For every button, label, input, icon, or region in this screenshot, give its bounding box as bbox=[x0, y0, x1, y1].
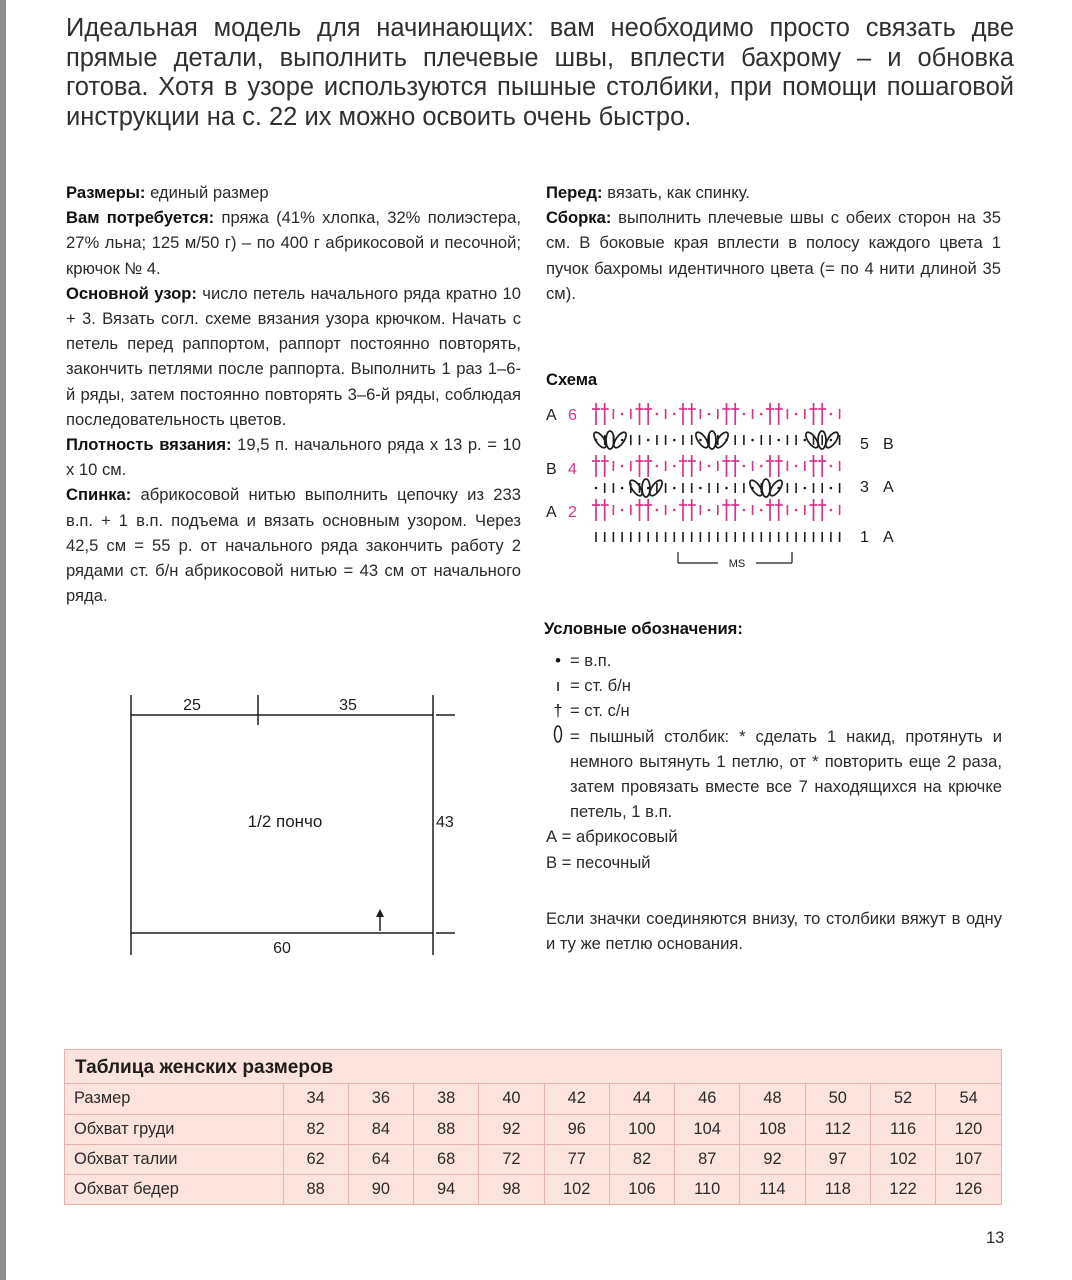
instructions-right-column bbox=[546, 180, 1001, 306]
row-6-color-label: A bbox=[546, 407, 557, 424]
chain-stitch-mark bbox=[699, 439, 702, 442]
table-cell: 84 bbox=[348, 1114, 413, 1144]
front-text: вязать, как спинку. bbox=[602, 183, 750, 202]
chain-stitch-mark bbox=[595, 487, 598, 490]
height-43-label: 43 bbox=[436, 814, 454, 831]
scheme-title: Схема bbox=[546, 370, 598, 389]
chain-stitch-mark bbox=[621, 439, 624, 442]
chain-stitch-mark bbox=[656, 509, 659, 512]
legend-item bbox=[546, 648, 1002, 673]
row-label: Размер bbox=[65, 1084, 283, 1114]
front-label: Перед: bbox=[546, 183, 603, 202]
table-cell: 102 bbox=[544, 1174, 609, 1204]
main-pattern-paragraph bbox=[66, 281, 521, 432]
chain-stitch-mark bbox=[621, 465, 624, 468]
chain-stitch-mark bbox=[647, 487, 650, 490]
chain-stitch-mark bbox=[725, 487, 728, 490]
size-table-grid bbox=[65, 1084, 1001, 1204]
row-2-color-label: A bbox=[546, 504, 557, 521]
legend bbox=[546, 648, 1002, 875]
table-row bbox=[65, 1174, 1001, 1204]
table-row bbox=[65, 1114, 1001, 1144]
double-crochet-icon: † bbox=[553, 701, 563, 721]
back-paragraph bbox=[66, 482, 521, 608]
row-label: Обхват талии bbox=[65, 1144, 283, 1174]
table-cell: 87 bbox=[675, 1144, 740, 1174]
table-cell: 118 bbox=[805, 1174, 870, 1204]
table-cell: 34 bbox=[283, 1084, 348, 1114]
table-cell: 54 bbox=[936, 1084, 1001, 1114]
legend-text: = ст. б/н bbox=[570, 676, 631, 696]
table-cell: 82 bbox=[283, 1114, 348, 1144]
table-cell: 100 bbox=[609, 1114, 674, 1144]
table-cell: 62 bbox=[283, 1144, 348, 1174]
chain-stitch-mark bbox=[708, 509, 711, 512]
chain-stitch-mark bbox=[777, 439, 780, 442]
table-cell: 106 bbox=[609, 1174, 674, 1204]
assembly-label: Сборка: bbox=[546, 208, 612, 228]
chain-stitch-mark bbox=[673, 487, 676, 490]
crochet-chart bbox=[540, 392, 910, 577]
chain-stitch-mark bbox=[795, 413, 798, 416]
table-cell: 48 bbox=[740, 1084, 805, 1114]
table-cell: 126 bbox=[954, 1179, 983, 1198]
chain-stitch-mark bbox=[830, 487, 833, 490]
table-cell: 40 bbox=[479, 1084, 544, 1114]
chain-stitch-mark bbox=[760, 413, 763, 416]
materials-text: пряжа (41% хлопка, 32% полиэстера, 27% льна; 125 м/50 г) – по 400 г абрикосовой и песочной; крючок № 4. bbox=[66, 208, 521, 278]
table-cell: 112 bbox=[805, 1114, 870, 1144]
table-cell: 82 bbox=[609, 1144, 674, 1174]
assembly-paragraph bbox=[546, 205, 1001, 306]
chain-stitch-mark bbox=[656, 465, 659, 468]
width-35-label: 35 bbox=[339, 697, 357, 714]
chain-stitch-mark bbox=[830, 465, 833, 468]
gauge-text: 19,5 п. начального ряда х 13 р. = 10 х 10 см. bbox=[66, 435, 521, 480]
table-cell: 122 bbox=[870, 1174, 935, 1204]
puff-stitch-icon bbox=[546, 724, 570, 751]
chain-stitch-mark bbox=[760, 465, 763, 468]
chain-stitch-mark bbox=[673, 413, 676, 416]
chain-stitch-mark bbox=[795, 465, 798, 468]
chain-stitch-mark bbox=[673, 465, 676, 468]
gauge-paragraph bbox=[66, 432, 521, 482]
table-cell: 116 bbox=[870, 1114, 935, 1144]
sizes-label: Размеры: bbox=[66, 183, 146, 202]
table-cell: 72 bbox=[479, 1144, 544, 1174]
table-cell: 120 bbox=[936, 1114, 1001, 1144]
chain-stitch-mark bbox=[743, 465, 746, 468]
page-edge-shadow bbox=[0, 0, 6, 1280]
single-crochet-icon: ı bbox=[555, 676, 561, 696]
table-cell: 114 bbox=[740, 1174, 805, 1204]
table-cell: 94 bbox=[414, 1174, 479, 1204]
chain-stitch-mark bbox=[621, 487, 624, 490]
legend-note: Если значки соединяются внизу, то столбики вяжут в одну и ту же петлю основания. bbox=[546, 909, 1002, 954]
table-cell: 102 bbox=[870, 1144, 935, 1174]
intro-paragraph: Идеальная модель для начинающих: вам необходимо просто связать две прямые детали, выполнить плечевые швы, вплести бахрому – и обновка готова. Хотя в узоре используются пышные столбики, при помощи пошаговой инструкции на с. 22 их можно освоить очень быстро. bbox=[66, 14, 1014, 131]
chain-stitch-mark bbox=[830, 439, 833, 442]
row-label: Обхват груди bbox=[65, 1114, 283, 1144]
chain-stitch-mark bbox=[708, 413, 711, 416]
gauge-label: Плотность вязания: bbox=[66, 435, 232, 455]
chain-stitch-mark bbox=[708, 465, 711, 468]
page-number: 13 bbox=[986, 1229, 1005, 1247]
row-5-color-label: B bbox=[883, 436, 894, 453]
width-25-label: 25 bbox=[183, 697, 201, 714]
chart-stitches bbox=[592, 403, 841, 542]
legend-title: Условные обозначения: bbox=[544, 619, 743, 638]
table-row bbox=[65, 1084, 1001, 1114]
table-cell: 98 bbox=[479, 1174, 544, 1204]
table-row bbox=[65, 1144, 1001, 1174]
table-cell: 64 bbox=[348, 1144, 413, 1174]
instructions-left-column bbox=[66, 180, 521, 608]
back-text: абрикосовой нитью выполнить цепочку из 233 в.п. + 1 в.п. подъема и вязать основным узором. Через 42,5 см = 55 р. от начального ряда закончить работу 2 рядами ст. б/н абрикосовой нитью = 43 см от начального ряда. bbox=[66, 485, 521, 606]
assembly-text: выполнить плечевые швы с обеих сторон на 35 см. В боковые края вплести в полосу каждого цвета 1 пучок бахромы идентичного цвета (= по 4 нити длиной 35 см). bbox=[546, 208, 1001, 303]
chain-stitch-icon: • bbox=[555, 651, 561, 670]
table-cell: 50 bbox=[805, 1084, 870, 1114]
chain-stitch-mark bbox=[804, 439, 807, 442]
row-2-number-label: 2 bbox=[568, 504, 577, 521]
chain-stitch-mark bbox=[830, 413, 833, 416]
table-cell: 36 bbox=[348, 1084, 413, 1114]
sizes-paragraph bbox=[66, 180, 521, 205]
table-cell: 110 bbox=[675, 1174, 740, 1204]
table-cell: 52 bbox=[870, 1084, 935, 1114]
chain-stitch-mark bbox=[830, 509, 833, 512]
main-pattern-text: число петель начального ряда кратно 10 + 3. Вязать согл. схеме вязания узора крючком. Начать с петель перед раппортом, раппорт постоянно повторять, закончить петлями после раппорта. Выполнить 1 раз 1–6-й ряды, затем постоянно повторять 3–6-й ряды, соблюдая последовательность цветов. bbox=[66, 283, 521, 429]
sizes-text: единый размер bbox=[145, 183, 269, 202]
chain-stitch-mark bbox=[699, 487, 702, 490]
size-table-title: Таблица женских размеров bbox=[65, 1050, 1001, 1084]
chain-stitch-mark bbox=[621, 413, 624, 416]
table-cell: 42 bbox=[544, 1084, 609, 1114]
legend-item bbox=[546, 673, 1002, 698]
width-60-label: 60 bbox=[273, 940, 291, 957]
row-5-number-label: 5 bbox=[860, 436, 869, 453]
color-key-sand: В = песочный bbox=[546, 852, 651, 872]
row-3-color-label: A bbox=[883, 479, 894, 496]
half-poncho-label: 1/2 пончо bbox=[247, 812, 323, 831]
chain-stitch-mark bbox=[621, 509, 624, 512]
table-cell: 88 bbox=[414, 1114, 479, 1144]
row-1-color-label: A bbox=[883, 529, 894, 546]
legend-text: = ст. с/н bbox=[570, 701, 630, 721]
color-key-apricot: А = абрикосовый bbox=[546, 827, 678, 847]
legend-item bbox=[546, 698, 1002, 723]
row-label: Обхват бедер bbox=[65, 1174, 283, 1204]
table-cell: 96 bbox=[544, 1114, 609, 1144]
table-cell: 68 bbox=[414, 1144, 479, 1174]
legend-text: = в.п. bbox=[570, 651, 612, 670]
materials-paragraph bbox=[66, 205, 521, 281]
table-cell: 104 bbox=[675, 1114, 740, 1144]
table-cell: 44 bbox=[609, 1084, 674, 1114]
front-paragraph bbox=[546, 180, 1001, 205]
table-cell: 38 bbox=[414, 1084, 479, 1114]
chain-stitch-mark bbox=[673, 439, 676, 442]
repeat-label: MS bbox=[728, 558, 746, 570]
row-3-number-label: 3 bbox=[860, 479, 869, 496]
table-cell: 107 bbox=[936, 1144, 1001, 1174]
table-cell: 90 bbox=[348, 1174, 413, 1204]
legend-text: = пышный столбик: * сделать 1 накид, протянуть и немного вытянуть 1 петлю, от * повторить еще 2 раза, затем провязать вместе все 7 находящихся на крючке петель, 1 в.п. bbox=[570, 726, 1002, 822]
puff-stitch-mark bbox=[762, 479, 770, 497]
main-pattern-label: Основной узор: bbox=[66, 283, 197, 303]
table-cell: 88 bbox=[283, 1174, 348, 1204]
chain-stitch-mark bbox=[804, 487, 807, 490]
row-1-number-label: 1 bbox=[860, 529, 869, 546]
table-cell: 77 bbox=[544, 1144, 609, 1174]
chain-stitch-mark bbox=[760, 509, 763, 512]
table-cell: 97 bbox=[805, 1144, 870, 1174]
row-4-color-label: B bbox=[546, 461, 557, 478]
row-6-number-label: 6 bbox=[568, 407, 577, 424]
back-label: Спинка: bbox=[66, 485, 132, 505]
poncho-schematic bbox=[120, 685, 470, 960]
table-cell: 92 bbox=[479, 1114, 544, 1144]
chain-stitch-mark bbox=[743, 413, 746, 416]
table-cell: 46 bbox=[675, 1084, 740, 1114]
materials-label: Вам потребуется: bbox=[66, 208, 215, 228]
legend-item bbox=[546, 724, 1002, 825]
table-cell: 108 bbox=[740, 1114, 805, 1144]
chain-stitch-mark bbox=[647, 439, 650, 442]
chain-stitch-mark bbox=[795, 509, 798, 512]
table-cell: 92 bbox=[740, 1144, 805, 1174]
row-4-number-label: 4 bbox=[568, 461, 577, 478]
chain-stitch-mark bbox=[656, 413, 659, 416]
chain-stitch-mark bbox=[673, 509, 676, 512]
chain-stitch-mark bbox=[743, 509, 746, 512]
chain-stitch-mark bbox=[751, 439, 754, 442]
size-table bbox=[64, 1049, 1002, 1205]
